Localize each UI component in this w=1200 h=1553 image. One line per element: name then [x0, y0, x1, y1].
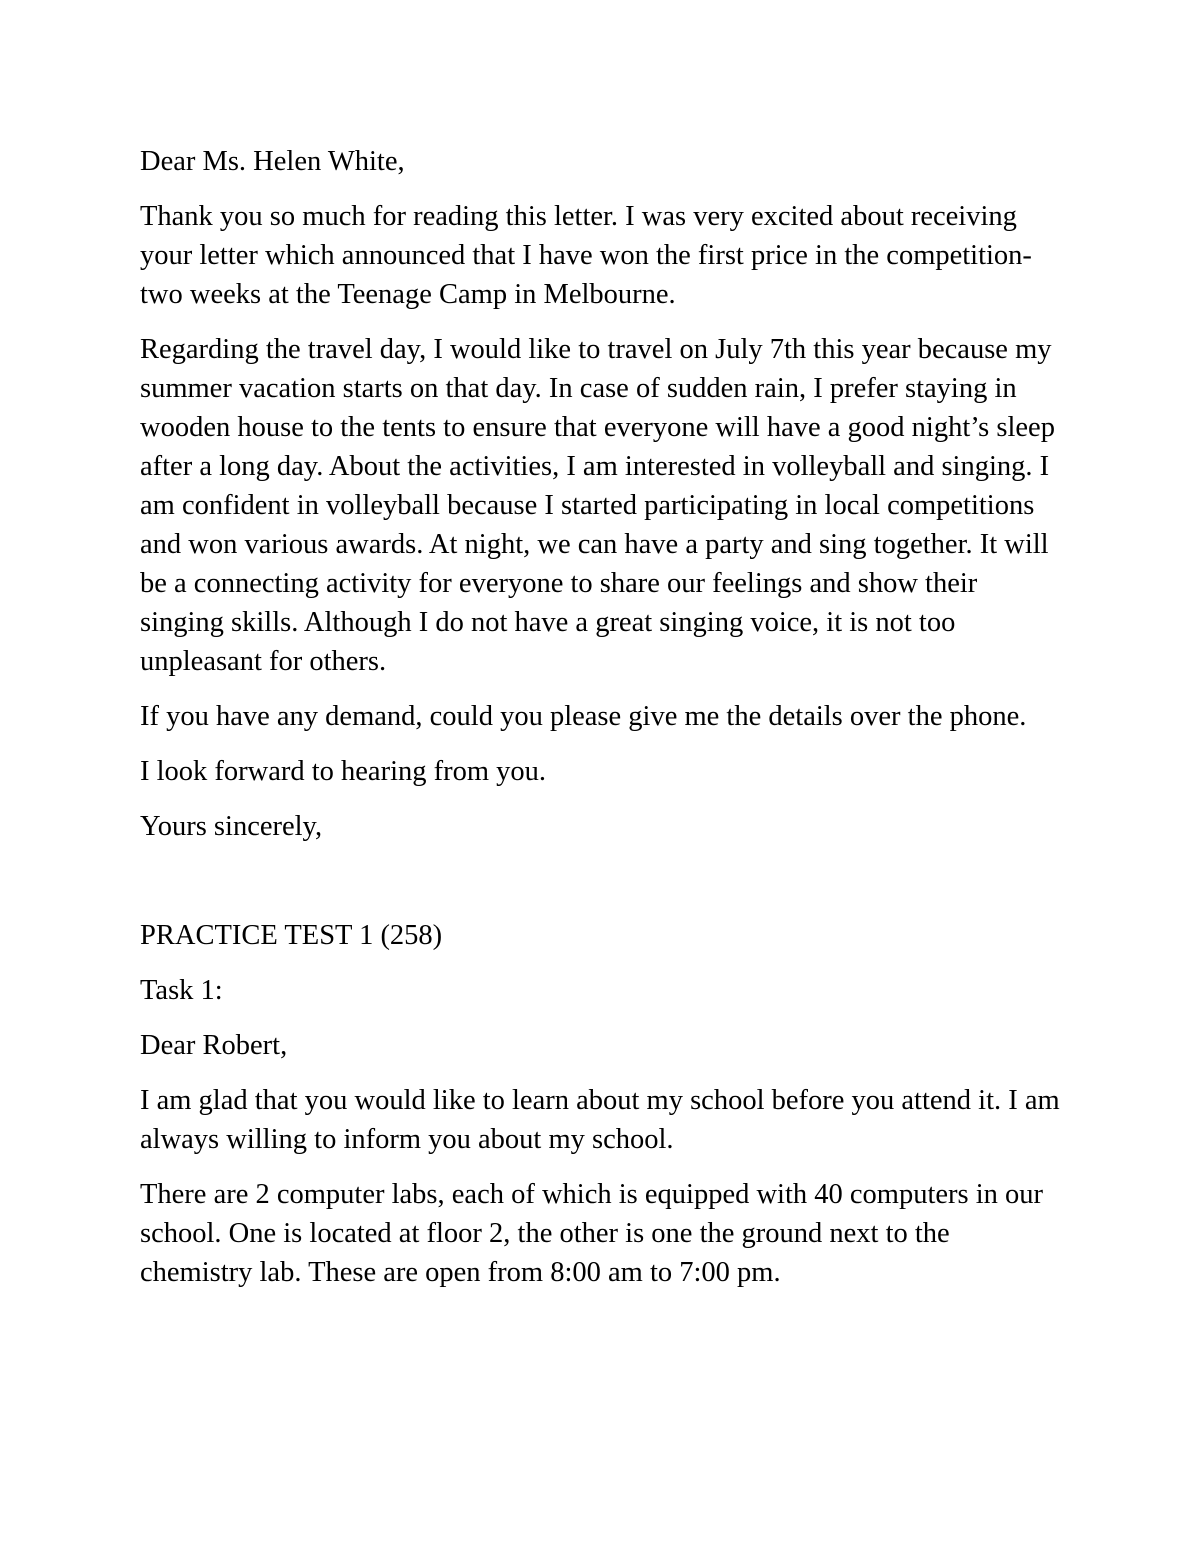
letter1-salutation: Dear Ms. Helen White,	[140, 146, 405, 177]
letter1-closing: Yours sincerely,	[140, 811, 323, 842]
section-spacer	[140, 862, 1065, 916]
letter1-paragraph-4: I look forward to hearing from you.	[140, 756, 547, 787]
letter2-paragraph-2: There are 2 computer labs, each of which is equipped with 40 computers in our school. One is located at floor 2, the other is one the ground next to the chemistry lab. These are open from 8:00 am to 7:00 pm.	[140, 1179, 1044, 1288]
letter1-paragraph-2: Regarding the travel day, I would like to travel on July 7th this year because my summer vacation starts on that day. In case of sudden rain, I prefer staying in wooden house to the tents to ensure that everyone will have a good night’s sleep after a long day. About the activities, I am interested in volleyball and singing. I am confident in volleyball because I started participating in local competitions and won various awards. At night, we can have a party and sing together. It will be a connecting activity for everyone to share our feelings and show their singing skills. Although I do not have a great singing voice, it is not too unpleasant for others.	[140, 334, 1055, 677]
section-title: PRACTICE TEST 1 (258)	[140, 920, 443, 951]
document-body	[140, 142, 1065, 1308]
letter1-paragraph-1: Thank you so much for reading this letter. I was very excited about receiving your letter which announced that I have won the first price in the competition- two weeks at the Teenage Camp in Melbourne.	[140, 201, 1032, 310]
letter2-salutation: Dear Robert,	[140, 1030, 288, 1061]
task-label: Task 1:	[140, 975, 223, 1006]
letter1-paragraph-3: If you have any demand, could you please give me the details over the phone.	[140, 701, 1027, 732]
letter2-paragraph-1: I am glad that you would like to learn about my school before you attend it. I am always willing to inform you about my school.	[140, 1085, 1060, 1155]
